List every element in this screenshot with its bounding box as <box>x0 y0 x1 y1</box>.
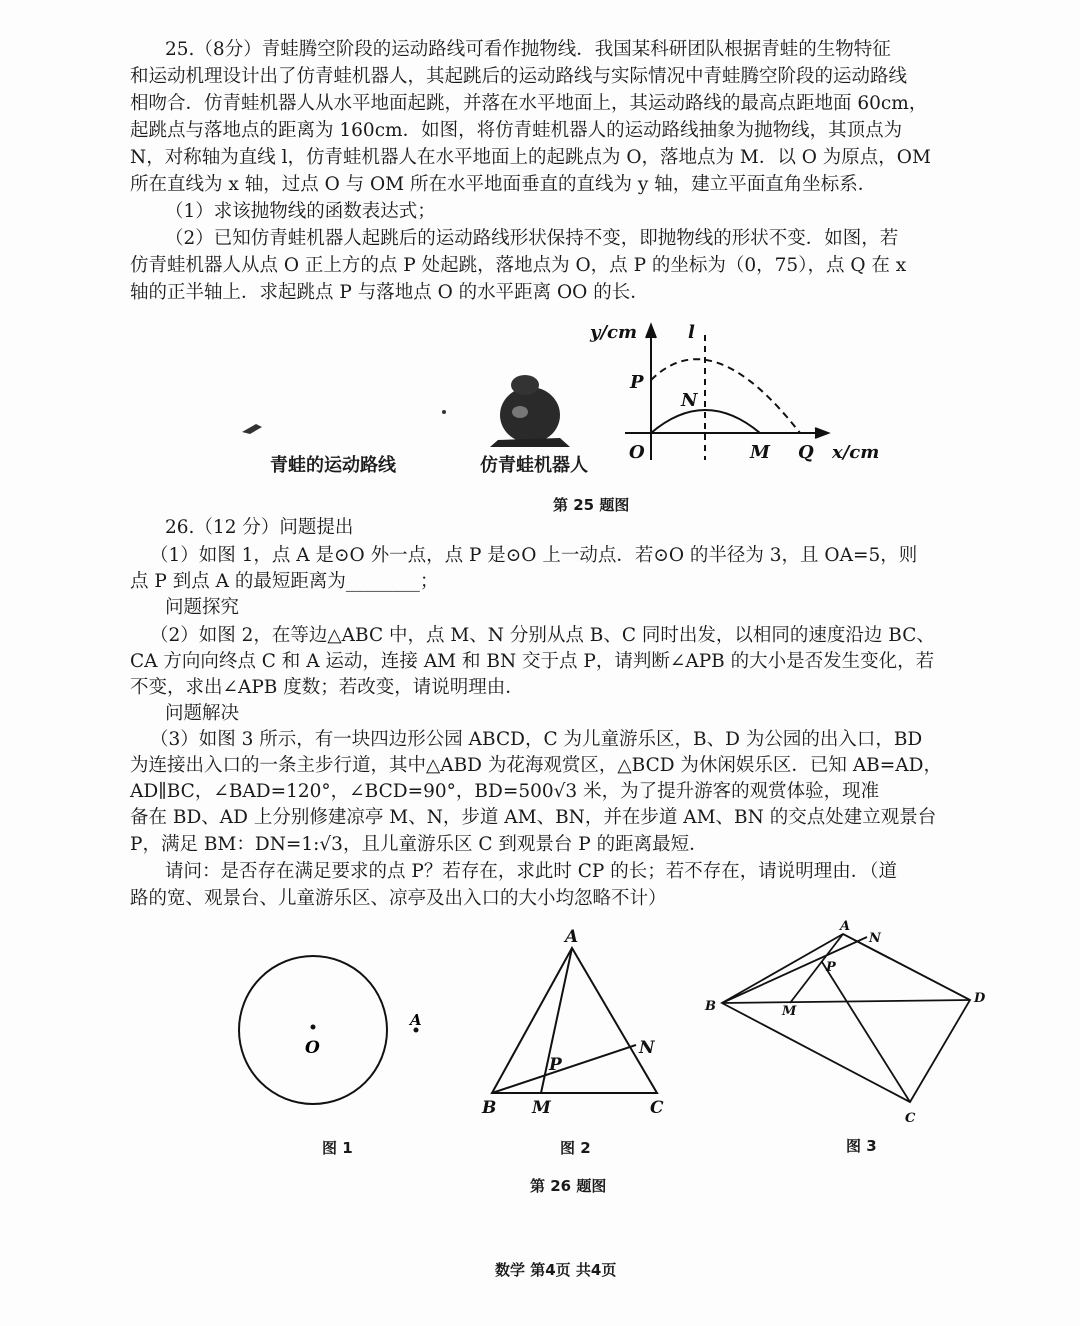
label-Q: Q <box>798 442 814 463</box>
label-l: l <box>688 322 695 343</box>
dashed-parabola <box>651 359 800 433</box>
label-B: B <box>705 999 716 1014</box>
q26-line: 为连接出入口的一条主步行道，其中△ABD 为花海观赏区，△BCD 为休闲娱乐区．已知 AB=AD， <box>130 755 942 776</box>
label-N: N <box>639 1038 655 1058</box>
q25-line: 相吻合．仿青蛙机器人从水平地面起跳，并落在水平地面上，其运动路线的最高点距地面 60cm， <box>130 93 928 114</box>
q26-section: 问题探究 <box>165 597 240 618</box>
y-axis-arrow <box>646 325 656 338</box>
q25-figure-caption: 第 25 题图 <box>553 496 630 514</box>
q26-line: P，满足 BM：DN=1:√3，且儿童游乐区 C 到观景台 P 的距离最短． <box>130 834 708 855</box>
q26-line: CA 方向向终点 C 和 A 运动，连接 AM 和 BN 交于点 P，请判断∠APB 的大小是否发生变化，若 <box>130 651 935 672</box>
label-D: D <box>974 991 986 1006</box>
fig3-caption: 图 3 <box>846 1137 877 1155</box>
label-M: M <box>532 1098 551 1118</box>
figure-3 <box>722 934 970 1102</box>
q25-line: 所在直线为 x 轴，过点 O 与 OM 所在水平地面垂直的直线为 y 轴，建立平面直角坐标系． <box>130 174 877 195</box>
q26-figure-caption: 第 26 题图 <box>530 1177 607 1195</box>
q26-line: （3）如图 3 所示，有一块四边形公园 ABCD，C 为儿童游乐区，B、D 为公园的出入口，BD <box>150 729 923 750</box>
q26-line: 不变，求出∠APB 度数；若改变，请说明理由． <box>130 677 524 698</box>
q25-sub2: （2）已知仿青蛙机器人起跳后的运动路线形状保持不变，即抛物线的形状不变．如图，若 <box>165 228 899 249</box>
q26-line: 备在 BD、AD 上分别修建凉亭 M、N，步道 AM、BN，并在步道 AM、BN 的交点处建立观景台 <box>130 807 937 828</box>
label-O: O <box>629 442 645 463</box>
x-axis-label: x/cm <box>832 442 880 463</box>
q26-section: 问题解决 <box>165 703 240 724</box>
label-O: O <box>305 1038 320 1058</box>
q25-line: 起跳点与落地点的距离为 160cm．如图，将仿青蛙机器人的运动路线抽象为抛物线，其顶点为 <box>130 120 903 141</box>
figure-2 <box>492 948 657 1093</box>
label-B: B <box>482 1098 497 1118</box>
label-A: A <box>565 927 579 947</box>
y-axis-label: y/cm <box>590 322 638 343</box>
label-P: P <box>826 960 836 975</box>
label-P: P <box>549 1055 562 1075</box>
q25-line: 25.（8分）青蛙腾空阶段的运动路线可看作抛物线．我国某科研团队根据青蛙的生物特征 <box>165 39 891 60</box>
q26-line: 请问：是否存在满足要求的点 P？若存在，求此时 CP 的长；若不存在，请说明理由．（道 <box>165 861 897 882</box>
q26-line: （2）如图 2，在等边△ABC 中，点 M、N 分别从点 B、C 同时出发，以相同的速度沿边 BC、 <box>150 625 935 646</box>
q26-line: 路的宽、观景台、儿童游乐区、凉亭及出入口的大小均忽略不计） <box>130 888 667 909</box>
q25-line: 和运动机理设计出了仿青蛙机器人，其起跳后的运动路线与实际情况中青蛙腾空阶段的运动路线 <box>130 66 908 87</box>
frog-image <box>242 410 446 434</box>
q26-line: AD∥BC，∠BAD=120°，∠BCD=90°，BD=500√3 米，为了提升游客的观赏体验，现准 <box>130 781 880 802</box>
label-N: N <box>869 931 881 946</box>
label-C: C <box>650 1098 664 1118</box>
q25-sub1: （1）求该抛物线的函数表达式； <box>165 201 436 222</box>
label-P: P <box>630 372 644 393</box>
q25-line: 轴的正半轴上．求起跳点 P 与落地点 O 的水平距离 OO 的长． <box>130 282 649 303</box>
robot-frog-image <box>490 375 570 447</box>
label-C: C <box>905 1111 916 1126</box>
label-N: N <box>681 390 698 411</box>
parabola-graph <box>625 325 828 460</box>
x-axis-arrow <box>815 428 828 438</box>
figure-1 <box>239 956 422 1104</box>
q25-line: 仿青蛙机器人从点 O 正上方的点 P 处起跳，落地点为 O，点 P 的坐标为（0，75），点 Q 在 x <box>130 255 907 276</box>
q26-heading: 26.（12 分）问题提出 <box>165 517 354 538</box>
label-A: A <box>410 1011 422 1029</box>
fig2-caption: 图 2 <box>560 1139 591 1157</box>
label-A: A <box>840 919 851 934</box>
label-M: M <box>782 1004 797 1019</box>
robot-label: 仿青蛙机器人 <box>480 455 588 476</box>
fig1-caption: 图 1 <box>322 1139 353 1157</box>
q26-line: 点 P 到点 A 的最短距离为________； <box>130 571 439 592</box>
label-M: M <box>750 442 770 463</box>
page-footer: 数学 第4页 共4页 <box>495 1261 617 1279</box>
frog-path-label: 青蛙的运动路线 <box>270 455 396 476</box>
q26-line: （1）如图 1，点 A 是⊙O 外一点，点 P 是⊙O 上一动点．若⊙O 的半径为 3，且 OA=5，则 <box>150 545 918 566</box>
q25-line: N，对称轴为直线 l，仿青蛙机器人在水平地面上的起跳点为 O，落地点为 M．以 O 为原点，OM <box>130 147 931 168</box>
